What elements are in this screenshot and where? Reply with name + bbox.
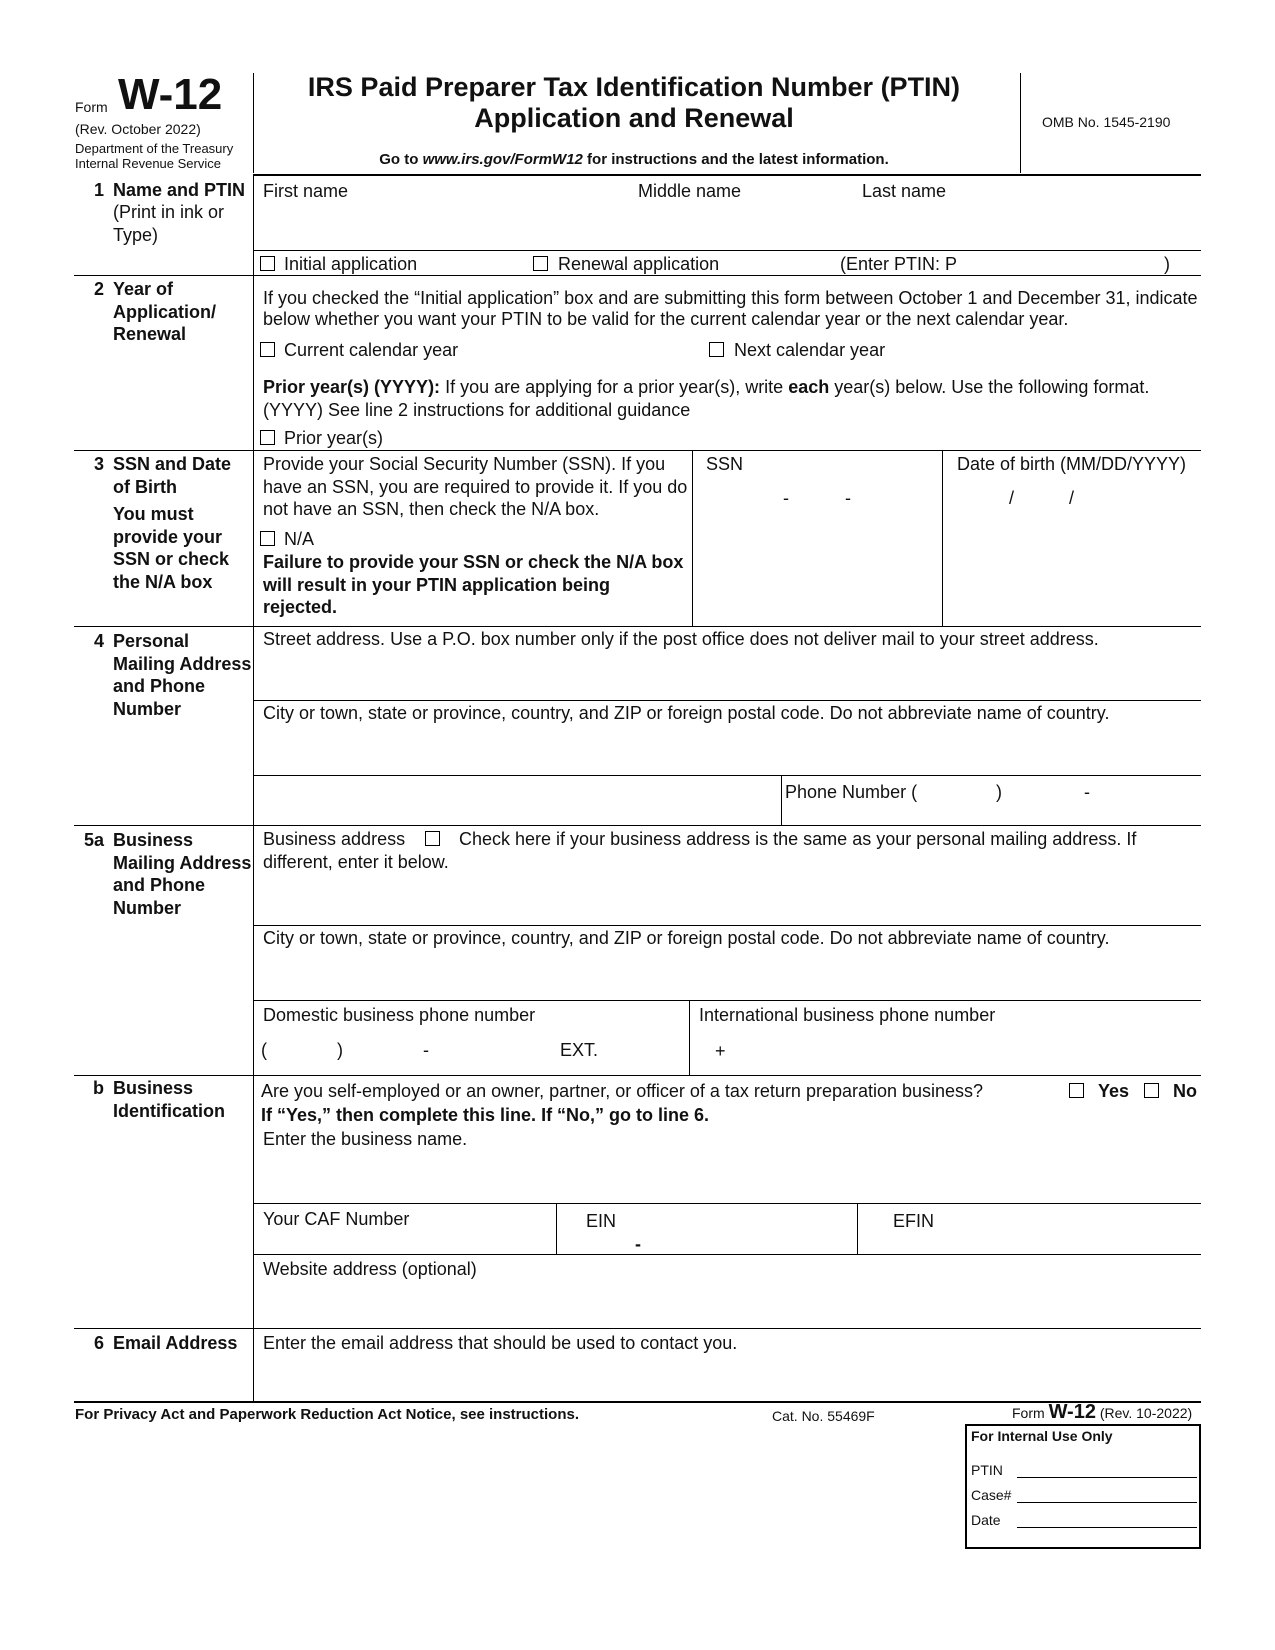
line-4-bottom-rule [74,825,1201,826]
form-title-line2: Application and Renewal [474,103,794,133]
rule [692,450,693,626]
self-employed-yes-checkbox[interactable] [1069,1083,1084,1098]
ssn-separator: - [783,488,789,508]
line-label: Business Identification [113,1078,225,1121]
rule [253,700,1201,701]
self-employed-question: Are you self-employed or an owner, partner, or officer of a tax return preparation business? [261,1081,984,1101]
dom-dash: - [423,1040,429,1060]
line-5b-bottom-rule [74,1328,1201,1329]
line-label: Personal Mailing Address and Phone Number [113,631,252,719]
current-calendar-year-label: Current calendar year [284,340,459,360]
renewal-application-label: Renewal application [558,254,720,274]
same-address-text: Check here if your business address is the same as your personal mailing address. If different, enter it below. [263,829,1137,872]
first-name-label: First name [263,181,349,201]
form-revision: (Rev. October 2022) [75,121,201,137]
enter-ptin-label: (Enter PTIN: P [840,254,958,274]
efin-label: EFIN [893,1211,935,1231]
ptin-input[interactable] [960,252,1160,274]
line-label: Email Address [113,1333,238,1353]
rule [253,925,1201,926]
ssn-label: SSN [706,454,744,474]
dob-separator: / [1009,488,1015,508]
form-title-line1: IRS Paid Preparer Tax Identification Number (PTIN) [307,72,961,102]
dob-input[interactable] [944,476,1199,516]
website-input[interactable] [254,1280,1200,1326]
form-word: Form [75,99,108,115]
catalog-number: Cat. No. 55469F [772,1408,875,1424]
rule [253,1254,1201,1255]
initial-application-checkbox[interactable] [260,256,275,271]
rule [857,1203,858,1254]
ssn-instruction: Provide your Social Security Number (SSN). If you have an SSN, you are required to provide it. If you do not have an SSN, then check the N/A box. [263,454,688,519]
domestic-phone-input[interactable] [254,1030,686,1070]
line-label: Business Mailing Address and Phone Number [113,830,252,918]
intl-phone-input[interactable] [692,1030,1198,1070]
initial-application-label: Initial application [284,254,418,274]
last-name-label: Last name [862,181,947,201]
line-5a-bottom-rule [74,1075,1201,1076]
business-name-label: Enter the business name. [263,1129,468,1149]
line-number: 3 [93,454,104,474]
middle-name-label: Middle name [638,181,742,201]
yes-label: Yes [1098,1081,1130,1101]
dom-paren-close: ) [337,1040,343,1060]
phone-paren: ) [996,782,1002,802]
next-calendar-year-checkbox[interactable] [709,342,724,357]
business-city-input[interactable] [254,950,1200,998]
form-number: W-12 [118,70,223,119]
current-calendar-year-checkbox[interactable] [260,342,275,357]
city-input[interactable] [254,725,1200,773]
ssn-na-label: N/A [284,529,315,549]
prior-years-checkbox[interactable] [260,430,275,445]
street-address-label: Street address. Use a P.O. box number only if the post office does not deliver mail to your street address. [263,629,1099,649]
city-label: City or town, state or province, country, and ZIP or foreign postal code. Do not abbreviate name of country. [263,703,1110,723]
line-2-bottom-rule [74,450,1201,451]
rule [1017,1502,1197,1503]
dob-label: Date of birth (MM/DD/YYYY) [957,454,1187,474]
line-number: 4 [93,631,104,651]
internal-case-label: Case# [971,1487,1012,1503]
intl-plus: + [715,1041,726,1061]
ein-label: EIN [586,1211,617,1231]
line-number: 1 [93,180,104,200]
prior-years-label: Prior year(s) [284,428,384,448]
ein-dash: - [635,1234,641,1254]
ein-input[interactable] [558,1226,854,1252]
header-divider-left [253,73,254,173]
website-label: Website address (optional) [263,1259,477,1279]
line-number: 2 [93,279,104,299]
line-number: 6 [93,1333,104,1353]
name-input[interactable] [254,200,1200,248]
dob-separator: / [1069,488,1075,508]
internal-ptin-label: PTIN [971,1462,1003,1478]
department: Department of the Treasury [75,141,234,156]
instructions-link-line: Go to www.irs.gov/FormW12 for instructions and the latest information. [379,151,889,168]
line-5b-instruction: If “Yes,” then complete this line. If “No,” go to line 6. [261,1105,710,1125]
rule [253,250,1201,251]
prior-years-input[interactable] [420,425,1190,447]
email-input[interactable] [254,1354,1200,1398]
self-employed-no-checkbox[interactable] [1144,1083,1159,1098]
rule [556,1203,557,1254]
rule [253,1000,1201,1001]
label-column-divider [253,175,254,1402]
rule [781,775,782,825]
ssn-warning: Failure to provide your SSN or check the N/A box will result in your PTIN application being rejected. [263,552,684,617]
ssn-na-checkbox[interactable] [260,531,275,546]
dom-paren-open: ( [261,1040,267,1060]
intl-phone-label: International business phone number [699,1005,996,1025]
line-label: Year of Application/ Renewal [113,279,216,344]
rule [1017,1477,1197,1478]
caf-label: Your CAF Number [263,1209,410,1229]
internal-use-title: For Internal Use Only [971,1428,1113,1444]
street-address-input[interactable] [254,650,1200,698]
phone-dash: - [1084,782,1090,802]
line-sublabel: You must provide your SSN or check the N/A box [113,504,230,592]
footer-form-id: Form W-12 (Rev. 10-2022) [1012,1401,1193,1423]
header-rule [253,174,1201,176]
line-number: 5a [83,830,104,850]
business-address-label: Business address [263,829,406,849]
domestic-phone-label: Domestic business phone number [263,1005,536,1025]
dom-ext: EXT. [560,1040,599,1060]
rule [689,1000,690,1075]
ssn-separator: - [845,488,851,508]
line-label: Name and PTIN [113,180,246,200]
prior-years-instruction: Prior year(s) (YYYY): If you are applying for a prior year(s), write each year(s) below. Use the following format. (YYYY) See line 2 instructions for additional guidance [263,377,1150,420]
rule [1017,1527,1197,1528]
phone-number-label: Phone Number ( [785,782,918,802]
next-calendar-year-label: Next calendar year [734,340,886,360]
line-3-bottom-rule [74,626,1201,627]
omb-number: OMB No. 1545-2190 [1042,114,1171,130]
renewal-application-checkbox[interactable] [533,256,548,271]
line-number: b [93,1078,104,1098]
rule [253,775,1201,776]
business-name-input[interactable] [254,1151,1200,1201]
email-instruction: Enter the email address that should be used to contact you. [263,1333,738,1353]
service: Internal Revenue Service [75,156,221,171]
line-sublabel: (Print in ink or Type) [113,202,225,245]
business-address-input[interactable] [254,874,1200,924]
header-divider-right [1020,73,1021,173]
business-city-label: City or town, state or province, country, and ZIP or foreign postal code. Do not abbreviate name of country. [263,928,1110,948]
caf-input[interactable] [254,1226,554,1252]
line-2-instruction: If you checked the “Initial application” box and are submitting this form between October 1 and December 31, indicate below whether you want your PTIN to be valid for the current calendar year or the next calendar year. [263,288,1198,329]
internal-date-label: Date [971,1512,1001,1528]
ssn-input[interactable] [694,476,939,516]
privacy-notice: For Privacy Act and Paperwork Reduction Act Notice, see instructions. [75,1406,580,1423]
efin-input[interactable] [859,1226,1198,1252]
line-1-bottom-rule [74,275,1201,276]
ptin-close-paren: ) [1164,254,1170,274]
no-label: No [1173,1081,1197,1101]
rule [253,1203,1201,1204]
rule [942,450,943,626]
line-label: SSN and Date of Birth [113,454,232,497]
internal-use-box [965,1424,1201,1549]
phone-number-input[interactable] [920,777,1198,821]
irs-url-link[interactable]: www.irs.gov/FormW12 [422,151,583,168]
